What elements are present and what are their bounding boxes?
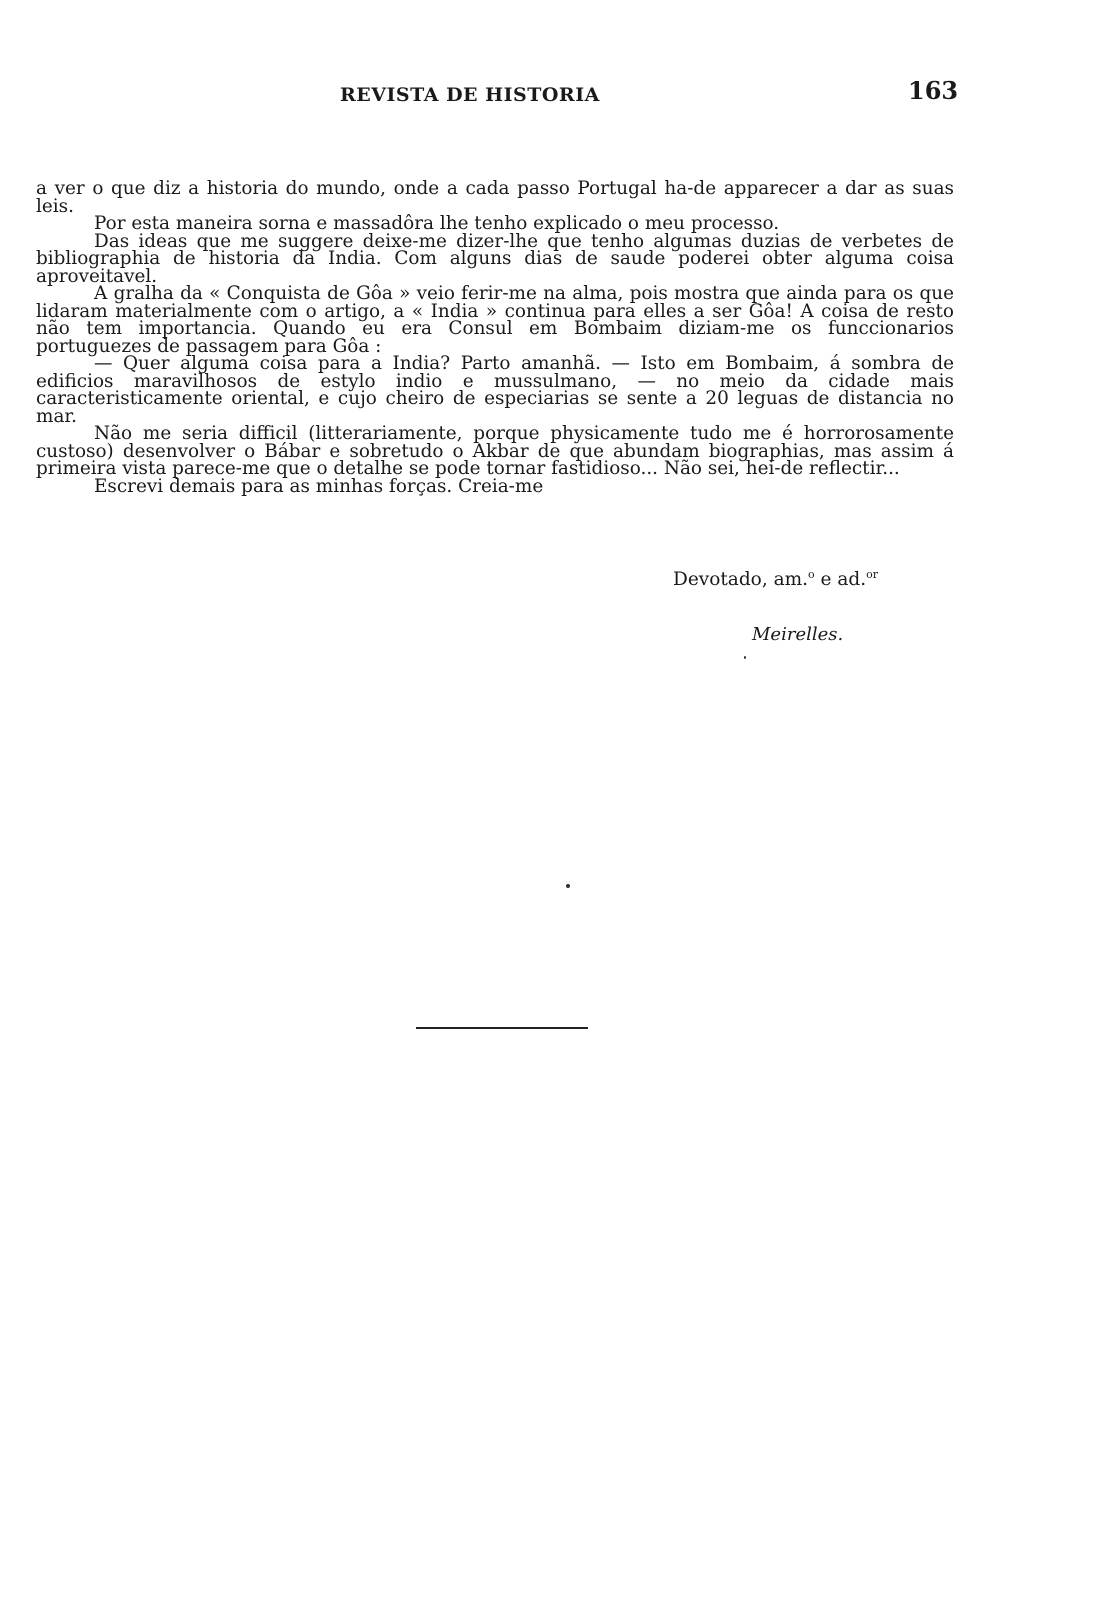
ink-speck bbox=[744, 656, 746, 659]
paragraph-5: — Quer alguma coisa para a India? Parto amanhã. — Isto em Bombaim, á sombra de edificios maravilhosos de estylo indio e mussulmano, — no meio da cidade mais caracteristicamente oriental, e cujo cheiro de especiarias se sente a 20 leguas de distancia no mar. bbox=[36, 353, 954, 427]
paragraph-3: Das ideas que me suggere deixe-me dizer-lhe que tenho algumas duzias de verbetes de bibliographia de historia da India. Com alguns dias de saude poderei obter alguma coisa aproveitavel. bbox=[36, 230, 954, 287]
signature: Meirelles. bbox=[752, 624, 844, 645]
letter-body bbox=[36, 180, 954, 495]
paragraph-4: A gralha da « Conquista de Gôa » veio ferir-me na alma, pois mostra que ainda para os que lidaram materialmente com o artigo, a « India » continua para elles a ser Gôa! A coisa de resto não tem importancia. Quando eu era Consul em Bombaim diziam-me os funccionarios portuguezes de passagem para Gôa : bbox=[36, 283, 954, 357]
paragraph-7: Escrevi demais para as minhas forças. Creia-me bbox=[94, 475, 544, 497]
paragraph-6: Não me seria difficil (litterariamente, porque physicamente tudo me é horrorosamente custoso) desenvolver o Bábar e sobretudo o Akbar de que abundam biographias, mas assim á primeira vista parece-me que o detalhe se pode tornar fastidioso... Não sei, hei-de reflectir... bbox=[36, 423, 954, 479]
ink-speck bbox=[566, 884, 570, 888]
paragraph-1: a ver o que diz a historia do mundo, onde a cada passo Portugal ha-de apparecer a dar as suas leis. bbox=[36, 178, 954, 217]
salutation-superscript-1: o bbox=[808, 568, 815, 581]
salutation-superscript-2: or bbox=[866, 568, 879, 581]
closing-salutation bbox=[673, 568, 878, 590]
running-title: REVISTA DE HISTORIA bbox=[340, 84, 600, 106]
salutation-text: Devotado, am. bbox=[673, 569, 809, 591]
page-number: 163 bbox=[908, 76, 959, 105]
paragraph-2: Por esta maneira sorna e massadôra lhe tenho explicado o meu processo. bbox=[94, 213, 780, 234]
section-rule bbox=[416, 1027, 588, 1029]
salutation-text-mid: e ad. bbox=[814, 569, 867, 591]
